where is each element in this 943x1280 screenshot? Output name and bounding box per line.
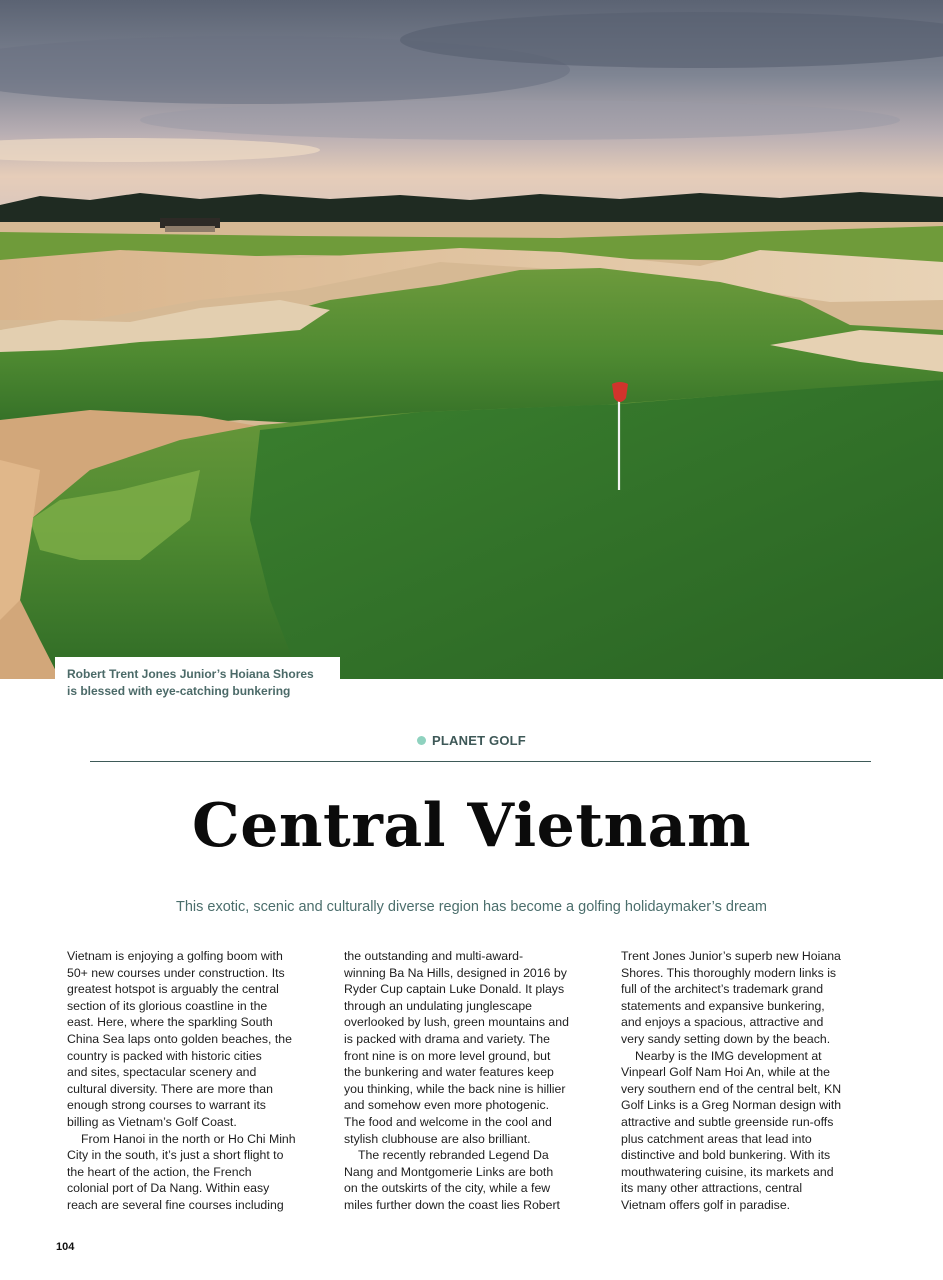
body-line: you thinking, while the back nine is hillier <box>344 1081 566 1096</box>
body-column-2 <box>344 948 599 1214</box>
article-standfirst: This exotic, scenic and culturally diverse region has become a golfing holidaymaker’s dream <box>175 899 768 915</box>
body-line: through an undulating junglescape <box>344 998 533 1013</box>
page-number: 104 <box>56 1241 75 1253</box>
body-line: City in the south, it’s just a short flight to <box>67 1148 284 1163</box>
body-line: Vietnam is enjoying a golfing boom with <box>67 949 283 963</box>
body-line: colonial port of Da Nang. Within easy <box>67 1181 270 1196</box>
body-column-1 <box>67 948 322 1214</box>
body-line: Nearby is the IMG development at <box>635 1048 822 1063</box>
body-line: Golf Links is a Greg Norman design with <box>621 1098 842 1113</box>
body-line: The food and welcome in the cool and <box>344 1114 552 1129</box>
body-line: east. Here, where the sparkling South <box>67 1015 273 1030</box>
body-line: Vinpearl Golf Nam Hoi An, while at the <box>621 1065 830 1080</box>
body-column-3 <box>621 948 876 1214</box>
body-line: very southern end of the central belt, KN <box>621 1081 842 1096</box>
body-line: full of the architect’s trademark grand <box>621 982 824 997</box>
bullet-dot-icon <box>417 736 426 745</box>
body-line: statements and expansive bunkering, <box>621 998 825 1013</box>
body-line: stylish clubhouse are also brilliant. <box>344 1131 531 1146</box>
body-paragraph <box>67 948 322 1131</box>
body-line: mouthwatering cuisine, its markets and <box>621 1164 834 1179</box>
body-line: plus catchment areas that lead into <box>621 1131 812 1146</box>
body-line: country is packed with historic cities <box>67 1048 262 1063</box>
body-paragraph <box>344 1147 599 1213</box>
body-line: and sites, spectacular scenery and <box>67 1065 257 1080</box>
body-paragraph <box>621 1048 876 1214</box>
body-line: the heart of the action, the French <box>67 1164 252 1179</box>
body-line: miles further down the coast lies Robert <box>344 1197 560 1212</box>
body-line: its many other attractions, central <box>621 1181 803 1196</box>
body-line: and enjoys a spacious, attractive and <box>621 1015 824 1030</box>
body-line: The recently rebranded Legend Da <box>358 1148 549 1163</box>
body-line: the outstanding and multi-award- <box>344 949 524 963</box>
body-line: Trent Jones Junior’s superb new Hoiana <box>621 949 841 963</box>
body-line: section of its glorious coastline in the <box>67 998 268 1013</box>
body-line: distinctive and bold bunkering. With its <box>621 1148 831 1163</box>
body-paragraph <box>67 1131 322 1214</box>
photo-caption <box>55 657 340 705</box>
body-line: winning Ba Na Hills, designed in 2016 by <box>344 965 567 980</box>
body-line: Nang and Montgomerie Links are both <box>344 1164 554 1179</box>
divider-rule <box>90 761 871 762</box>
body-line: very sandy setting down by the beach. <box>621 1031 831 1046</box>
section-label <box>0 733 943 748</box>
caption-line: is blessed with eye-catching bunkering <box>67 684 291 698</box>
body-line: 50+ new courses under construction. Its <box>67 965 285 980</box>
body-line: billing as Vietnam’s Golf Coast. <box>67 1114 237 1129</box>
body-line: is packed with drama and variety. The <box>344 1031 550 1046</box>
article-title: Central Vietnam <box>191 791 752 861</box>
body-line: front nine is on more level ground, but <box>344 1048 551 1063</box>
body-line: cultural diversity. There are more than <box>67 1081 273 1096</box>
body-paragraph <box>621 948 876 1048</box>
body-paragraph <box>344 948 599 1147</box>
body-line: on the outskirts of the city, while a few <box>344 1181 551 1196</box>
body-line: Ryder Cup captain Luke Donald. It plays <box>344 982 565 997</box>
body-line: From Hanoi in the north or Ho Chi Minh <box>81 1131 296 1146</box>
body-line: reach are several fine courses including <box>67 1197 284 1212</box>
body-line: Vietnam offers golf in paradise. <box>621 1197 791 1212</box>
body-line: Shores. This thoroughly modern links is <box>621 965 837 980</box>
body-line: enough strong courses to warrant its <box>67 1098 266 1113</box>
body-line: greatest hotspot is arguably the central <box>67 982 279 997</box>
body-line: attractive and subtle greenside run-offs <box>621 1114 834 1129</box>
section-label-text: PLANET GOLF <box>432 733 526 748</box>
body-line: and somehow even more photogenic. <box>344 1098 550 1113</box>
body-line: overlooked by lush, green mountains and <box>344 1015 569 1030</box>
body-line: the bunkering and water features keep <box>344 1065 554 1080</box>
caption-line: Robert Trent Jones Junior’s Hoiana Shores <box>67 667 314 681</box>
body-line: China Sea laps onto golden beaches, the <box>67 1031 292 1046</box>
